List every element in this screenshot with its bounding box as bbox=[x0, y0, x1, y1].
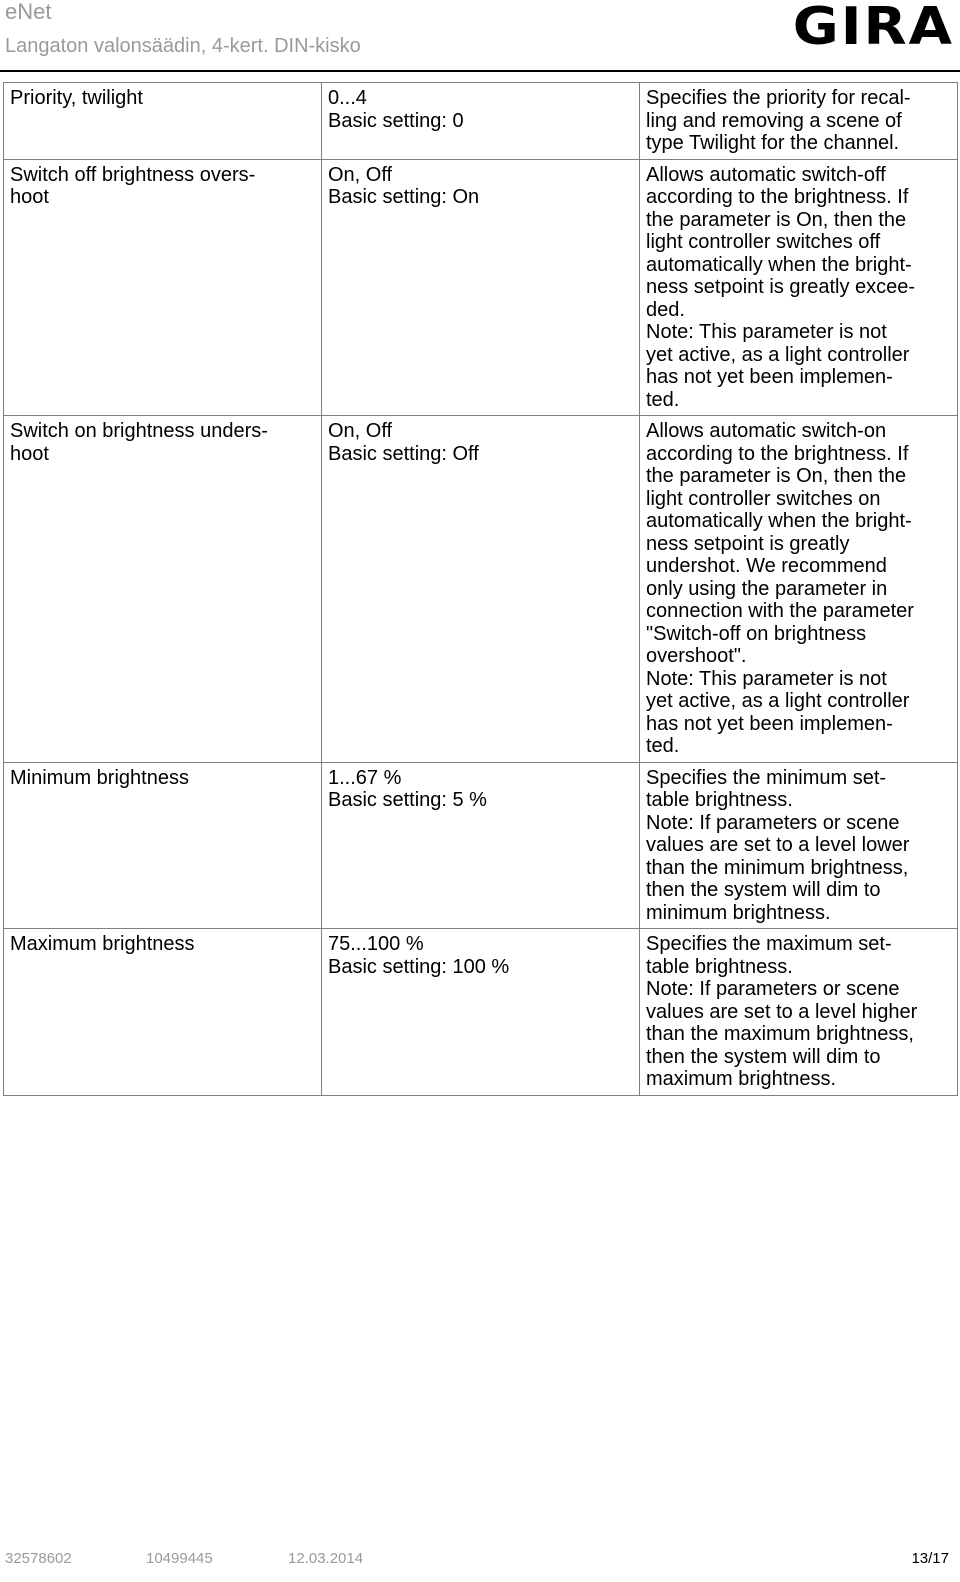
parameter-description-line: Specifies the priority for recal- bbox=[646, 87, 911, 109]
parameter-values-cell bbox=[322, 159, 640, 416]
parameter-name-line: Minimum brightness bbox=[10, 766, 189, 789]
parameter-description-line: Specifies the maximum set- bbox=[646, 933, 892, 955]
parameter-description-line: then the system will dim to bbox=[646, 879, 881, 901]
parameter-description-line: yet active, as a light controller bbox=[646, 343, 910, 366]
parameter-description-line: light controller switches on bbox=[646, 487, 881, 510]
parameter-description-line: connection with the parameter bbox=[646, 600, 914, 622]
parameter-description-line: has not yet been implemen- bbox=[646, 366, 893, 388]
page-header bbox=[0, 0, 960, 70]
parameter-description-line: type Twilight for the channel. bbox=[646, 132, 900, 154]
parameter-value-line: Basic setting: Off bbox=[328, 442, 479, 465]
parameter-description-line: table brightness. bbox=[646, 789, 793, 811]
parameter-description-line: only using the parameter in bbox=[646, 577, 888, 600]
parameter-description-line: then the system will dim to bbox=[646, 1045, 881, 1068]
parameter-values-cell bbox=[322, 83, 640, 160]
parameter-description-line: Allows automatic switch-off bbox=[646, 163, 886, 186]
product-name: eNet bbox=[5, 0, 52, 24]
parameter-description-line: ling and removing a scene of bbox=[646, 109, 902, 132]
table-row bbox=[4, 762, 958, 929]
parameter-name-cell bbox=[4, 416, 322, 763]
parameter-description-line: yet active, as a light controller bbox=[646, 690, 910, 712]
parameter-values-cell bbox=[322, 929, 640, 1096]
parameter-description-cell bbox=[640, 83, 958, 160]
parameter-description-line: "Switch-off on brightness bbox=[646, 622, 867, 645]
parameter-description-line: ted. bbox=[646, 388, 680, 411]
parameter-value-line: On, Off bbox=[328, 420, 393, 442]
parameter-values-cell bbox=[322, 762, 640, 929]
parameter-description-cell bbox=[640, 929, 958, 1096]
parameter-name-cell bbox=[4, 159, 322, 416]
parameter-description-line: maximum brightness. bbox=[646, 1068, 837, 1090]
parameter-description-line: Allows automatic switch-on bbox=[646, 420, 887, 442]
gira-logo: GIRA bbox=[792, 0, 954, 58]
parameter-value-line: 0...4 bbox=[328, 87, 367, 109]
parameter-description-line: has not yet been implemen- bbox=[646, 712, 893, 735]
parameter-description-line: overshoot". bbox=[646, 645, 747, 667]
parameter-values-cell bbox=[322, 416, 640, 763]
page-footer bbox=[0, 1548, 960, 1572]
product-subtitle: Langaton valonsäädin, 4-kert. DIN-kisko bbox=[5, 35, 361, 57]
parameter-value-line: 75...100 % bbox=[328, 933, 424, 955]
header-divider bbox=[0, 70, 960, 72]
parameter-description-line: minimum brightness. bbox=[646, 901, 831, 924]
parameter-table-body bbox=[4, 83, 958, 1096]
parameter-description-line: undershot. We recommend bbox=[646, 555, 887, 577]
parameter-description-line: ness setpoint is greatly excee- bbox=[646, 276, 916, 298]
parameter-description-line: automatically when the bright- bbox=[646, 253, 912, 276]
parameter-description-line: Note: If parameters or scene bbox=[646, 811, 900, 834]
parameter-description-line: than the maximum brightness, bbox=[646, 1023, 914, 1045]
parameter-description-line: Note: If parameters or scene bbox=[646, 978, 900, 1000]
parameter-description-line: ted. bbox=[646, 735, 680, 757]
parameter-description-line: the parameter is On, then the bbox=[646, 465, 907, 487]
table-row bbox=[4, 83, 958, 160]
parameter-description-cell bbox=[640, 159, 958, 416]
parameter-name-line: Switch off brightness overs- bbox=[10, 163, 256, 186]
parameter-value-line: Basic setting: 0 bbox=[328, 109, 464, 132]
parameter-description-line: values are set to a level higher bbox=[646, 1000, 918, 1023]
parameter-description-cell bbox=[640, 416, 958, 763]
table-row bbox=[4, 416, 958, 763]
parameter-value-line: On, Off bbox=[328, 163, 393, 186]
parameter-name-line: Switch on brightness unders- bbox=[10, 420, 268, 442]
parameter-value-line: Basic setting: On bbox=[328, 186, 480, 208]
table-row bbox=[4, 159, 958, 416]
parameter-description-line: automatically when the bright- bbox=[646, 510, 912, 532]
parameter-description-cell bbox=[640, 762, 958, 929]
parameter-description-line: the parameter is On, then the bbox=[646, 208, 907, 231]
parameter-name-line: hoot bbox=[10, 442, 49, 465]
parameter-name-line: Maximum brightness bbox=[10, 933, 195, 955]
footer-document-number: 10499445 bbox=[146, 1550, 213, 1567]
footer-order-number: 32578602 bbox=[5, 1550, 72, 1567]
parameter-value-line: Basic setting: 5 % bbox=[328, 789, 487, 811]
parameter-description-line: Note: This parameter is not bbox=[646, 667, 887, 690]
table-row bbox=[4, 929, 958, 1096]
parameter-name-line: hoot bbox=[10, 186, 49, 208]
parameter-name-line: Priority, twilight bbox=[10, 87, 143, 109]
parameter-description-line: according to the brightness. If bbox=[646, 442, 909, 465]
parameter-table bbox=[3, 82, 958, 1096]
footer-page-number: 13/17 bbox=[911, 1550, 949, 1567]
parameter-value-line: 1...67 % bbox=[328, 766, 402, 789]
parameter-name-cell bbox=[4, 929, 322, 1096]
parameter-description-line: than the minimum brightness, bbox=[646, 856, 909, 879]
parameter-description-line: Specifies the minimum set- bbox=[646, 766, 887, 789]
parameter-description-line: ness setpoint is greatly bbox=[646, 532, 850, 555]
parameter-name-cell bbox=[4, 762, 322, 929]
parameter-value-line: Basic setting: 100 % bbox=[328, 955, 510, 978]
parameter-description-line: according to the brightness. If bbox=[646, 186, 909, 208]
parameter-description-line: Note: This parameter is not bbox=[646, 321, 887, 343]
parameter-description-line: values are set to a level lower bbox=[646, 834, 910, 856]
parameter-description-line: table brightness. bbox=[646, 955, 793, 978]
parameter-description-line: ded. bbox=[646, 298, 685, 321]
parameter-name-cell bbox=[4, 83, 322, 160]
footer-date: 12.03.2014 bbox=[288, 1550, 364, 1567]
parameter-description-line: light controller switches off bbox=[646, 231, 881, 253]
